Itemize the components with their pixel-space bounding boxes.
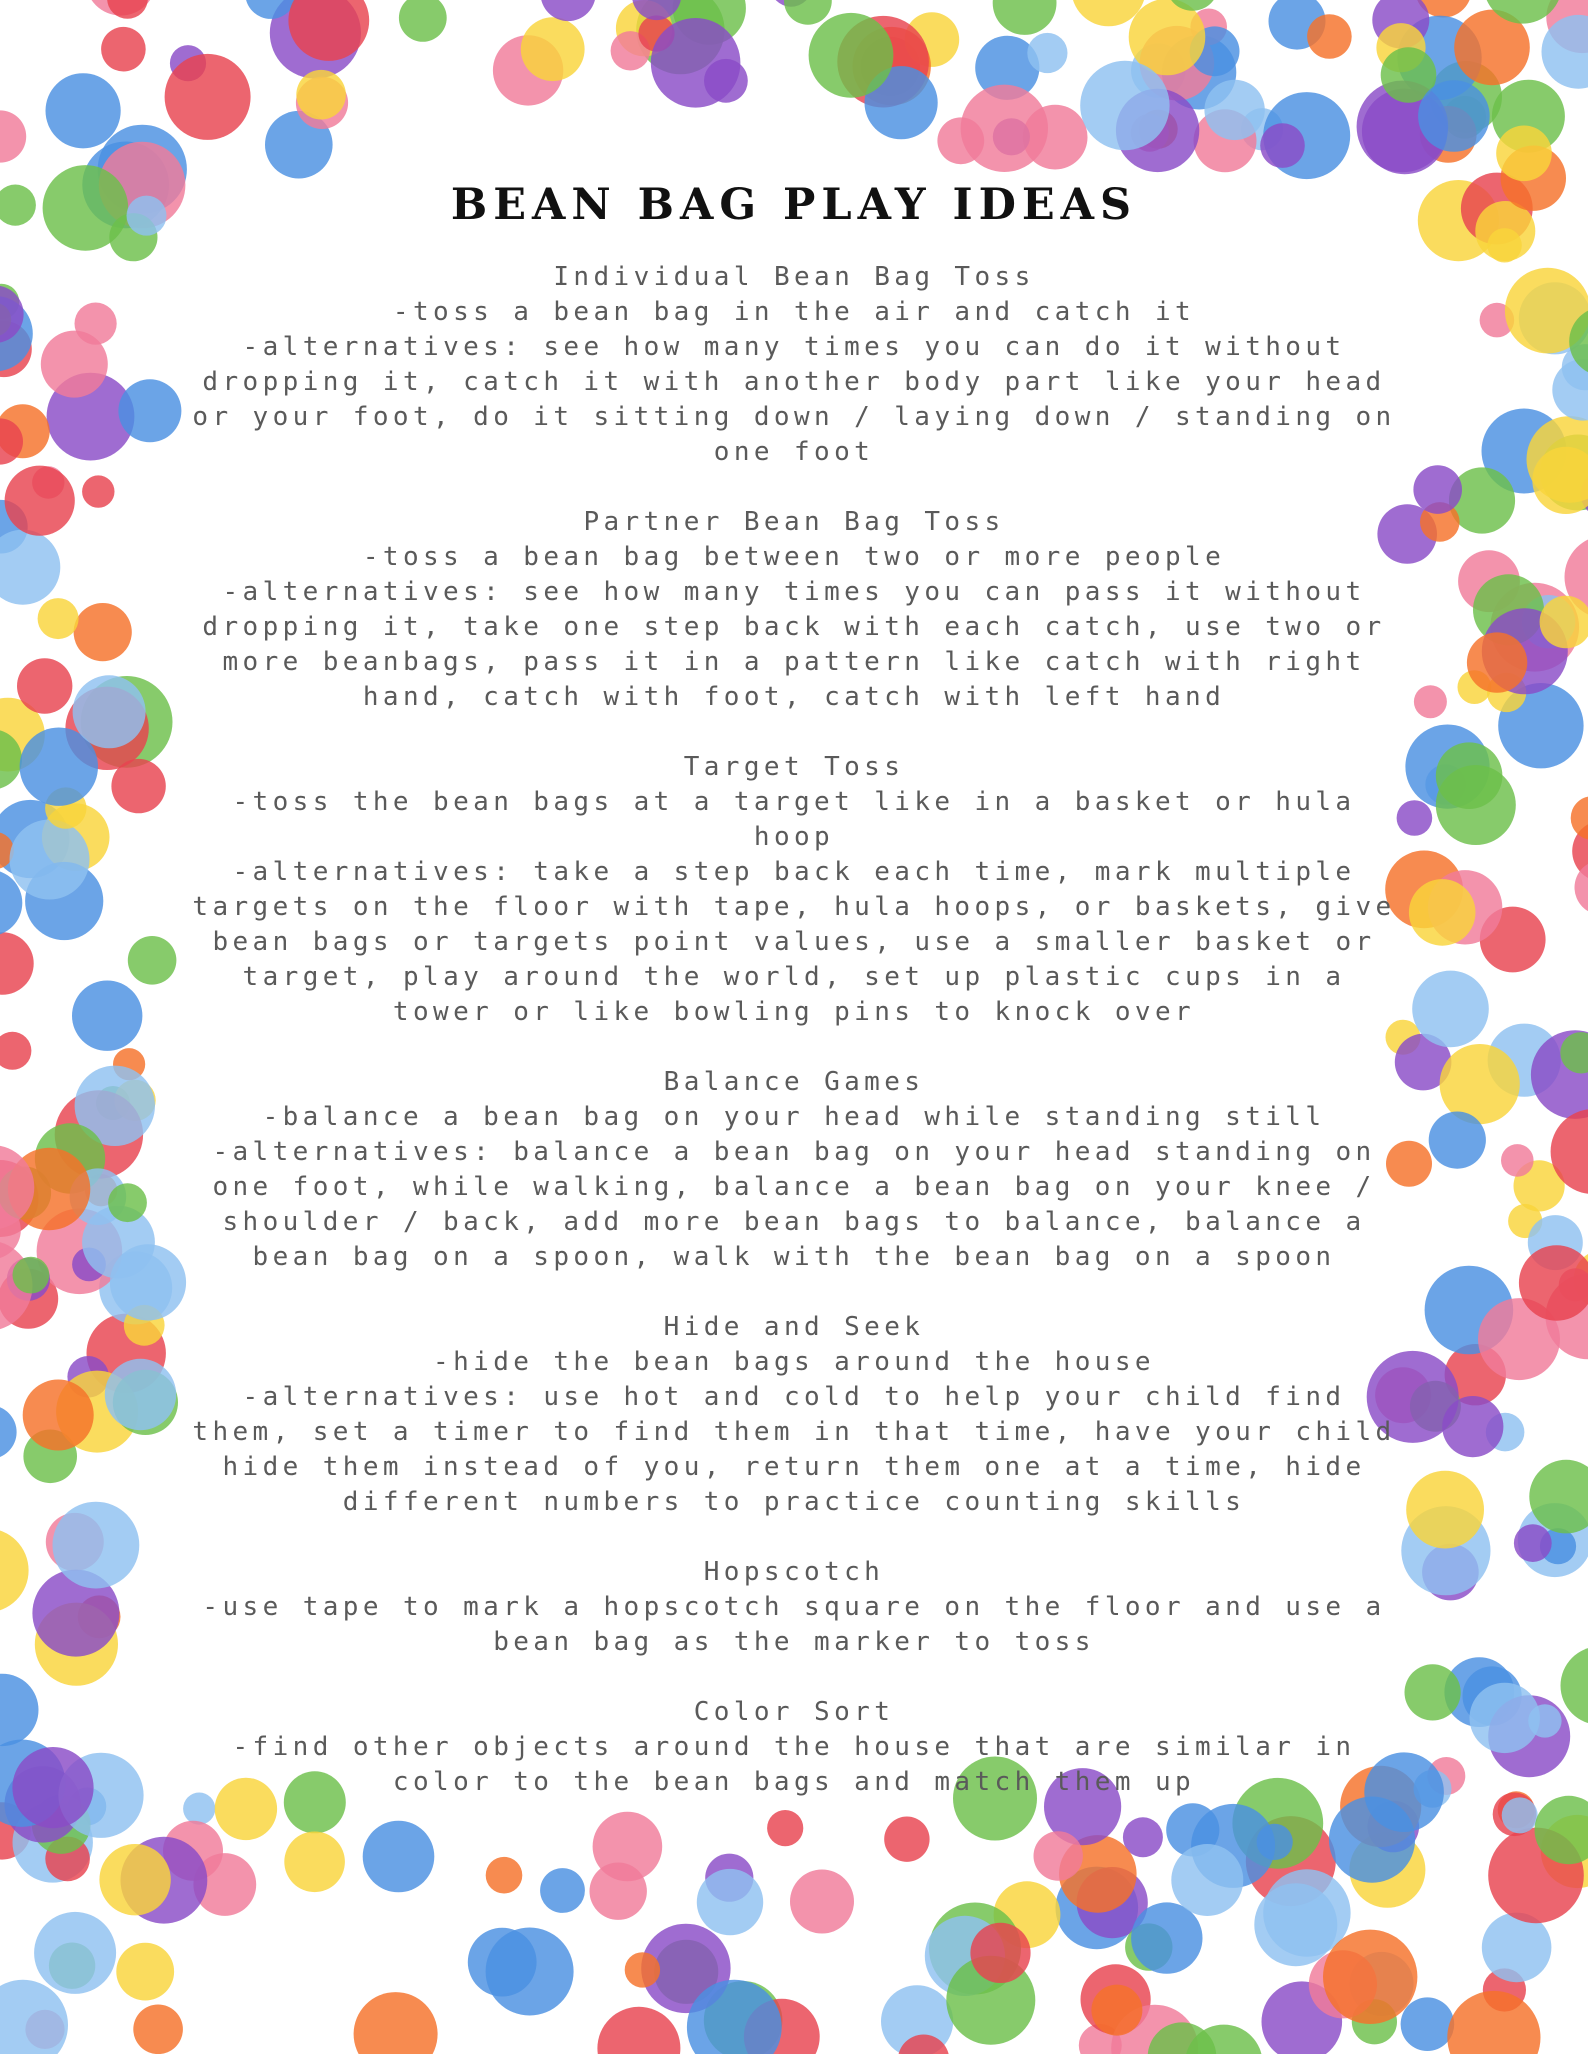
section-heading: Hide and Seek <box>663 1312 925 1342</box>
watercolor-dot <box>697 1869 763 1935</box>
watercolor-dot <box>133 2005 183 2054</box>
watercolor-dot <box>1514 1524 1552 1562</box>
watercolor-dot <box>1034 1831 1083 1880</box>
watercolor-dot <box>1204 80 1264 140</box>
watercolor-dot <box>10 820 90 900</box>
watercolor-dot <box>1571 796 1588 840</box>
page-title: BEAN BAG PLAY IDEAS <box>450 180 1138 230</box>
watercolor-dot <box>1501 1144 1534 1177</box>
watercolor-dot <box>128 936 177 985</box>
watercolor-dot <box>1260 123 1305 168</box>
watercolor-dot <box>284 1832 345 1893</box>
section-balance-games <box>190 1065 1398 1275</box>
watercolor-dot <box>399 0 447 42</box>
section-alternatives: -alternatives: see how many times you can pass it without dropping it, take one step back with each catch, use two or more beanbags, pass it in a pattern like catch with right hand, catch with foot, catch with left hand <box>202 577 1386 712</box>
watercolor-dot <box>993 0 1057 35</box>
watercolor-dot <box>1323 1930 1417 2024</box>
watercolor-dot <box>0 110 26 162</box>
watercolor-dot <box>651 18 741 108</box>
watercolor-dot <box>1080 61 1169 150</box>
watercolor-dot <box>1131 1902 1202 1973</box>
watercolor-dot <box>1447 1991 1540 2054</box>
section-heading: Balance Games <box>663 1067 925 1097</box>
watercolor-dot <box>118 379 181 442</box>
watercolor-dot <box>1091 1985 1142 2036</box>
watercolor-dot <box>165 54 251 140</box>
watercolor-dot <box>1412 971 1489 1048</box>
section-description: -balance a bean bag on your head while standing still <box>262 1102 1326 1132</box>
section-target-toss <box>190 750 1398 1030</box>
watercolor-dot <box>0 1405 17 1459</box>
section-heading: Individual Bean Bag Toss <box>553 262 1035 292</box>
section-description: -toss a bean bag in the air and catch it <box>392 297 1196 327</box>
section-color-sort <box>190 1695 1398 1800</box>
section-alternatives: -alternatives: take a step back each time, mark multiple targets on the floor with tape, hula hoops, or baskets, give bean bags or targets point values, use a smaller basket or target, play around the world, set up plastic cups in a tower or like bowling pins to knock over <box>192 857 1396 1027</box>
watercolor-dot <box>1307 14 1352 59</box>
watercolor-dot <box>597 2007 680 2054</box>
section-hide-and-seek <box>190 1310 1398 1520</box>
watercolor-dot <box>101 27 146 72</box>
watercolor-dot <box>1436 742 1503 809</box>
section-alternatives: -alternatives: see how many times you can do it without dropping it, catch it with another body part like your head or your foot, do it sitting down / laying down / standing on one foot <box>192 332 1396 467</box>
section-hopscotch <box>190 1555 1398 1660</box>
watercolor-dot <box>110 1244 186 1320</box>
watercolor-dot <box>34 1912 116 1994</box>
watercolor-dot <box>5 466 75 536</box>
watercolor-dot <box>53 1502 140 1589</box>
watercolor-dot <box>1467 632 1527 692</box>
watercolor-dot <box>521 17 585 81</box>
watercolor-dot <box>809 13 894 98</box>
watercolor-dot <box>17 658 72 713</box>
watercolor-dot <box>1561 1646 1588 1724</box>
watercolor-dot <box>107 0 148 19</box>
watercolor-dot <box>1528 1704 1561 1737</box>
watercolor-dot <box>1406 1471 1484 1549</box>
watercolor-dot <box>1487 228 1521 262</box>
watercolor-dot <box>99 1844 170 1915</box>
watercolor-dot <box>13 1257 50 1294</box>
watercolor-dot <box>486 1857 523 1894</box>
watercolor-dot <box>540 1868 585 1913</box>
watercolor-dot <box>108 1183 147 1222</box>
watercolor-dot <box>1027 33 1067 73</box>
watercolor-dot <box>937 117 984 164</box>
watercolor-dot <box>784 0 832 25</box>
section-heading: Hopscotch <box>703 1557 885 1587</box>
watercolor-dot <box>12 1747 93 1828</box>
section-description: -toss the bean bags at a target like in a basket or hula hoop <box>232 787 1356 852</box>
watercolor-dot <box>790 1870 854 1934</box>
section-heading: Color Sort <box>693 1697 895 1727</box>
section-description: -toss a bean bag between two or more people <box>362 542 1226 572</box>
watercolor-dot <box>1171 1844 1243 1916</box>
watercolor-dot <box>1429 1112 1486 1169</box>
watercolor-dot <box>74 603 132 661</box>
watercolor-dot <box>41 331 108 398</box>
watercolor-dot <box>82 475 114 507</box>
watercolor-dot <box>1413 465 1462 514</box>
watercolor-dot <box>116 1943 174 2001</box>
section-heading: Partner Bean Bag Toss <box>583 507 1005 537</box>
watercolor-dot <box>0 530 60 605</box>
watercolor-dot <box>1254 1883 1337 1966</box>
watercolor-dot <box>354 1992 438 2054</box>
watercolor-dot <box>1496 126 1552 182</box>
watercolor-dot <box>0 1032 31 1070</box>
watercolor-dot <box>1405 1664 1461 1720</box>
watercolor-dot <box>127 196 167 236</box>
watercolor-dot <box>1418 80 1490 152</box>
section-description: -find other objects around the house that are similar in color to the bean bags and match them up <box>232 1732 1356 1797</box>
section-alternatives: -alternatives: use hot and cold to help your child find them, set a timer to find them in that time, have your child hide them instead of you, return them one at a time, hide different numbers to practice counting skills <box>192 1382 1396 1517</box>
document-body <box>190 180 1398 1835</box>
watercolor-dot <box>23 1380 94 1451</box>
watercolor-dot <box>486 1928 574 2016</box>
watercolor-dot <box>1397 800 1433 836</box>
watercolor-dot <box>38 598 79 639</box>
watercolor-dot <box>72 981 142 1051</box>
section-partner-toss <box>190 505 1398 715</box>
watercolor-dot <box>0 932 34 994</box>
watercolor-dot <box>73 675 146 748</box>
section-description: -hide the bean bags around the house <box>433 1347 1155 1377</box>
watercolor-dot <box>1442 1396 1503 1457</box>
watercolor-dot <box>0 1980 68 2054</box>
watercolor-dot <box>1414 685 1447 718</box>
watercolor-dot <box>0 1674 39 1746</box>
watercolor-dot <box>970 1923 1030 1983</box>
watercolor-dot <box>1401 1997 1455 2051</box>
watercolor-dot <box>590 1863 647 1920</box>
watercolor-dot <box>1409 879 1476 946</box>
watercolor-dot <box>0 185 36 226</box>
section-alternatives: -alternatives: balance a bean bag on your head standing on one foot, while walking, balance a bean bag on your knee / shoulder / back, add more bean bags to balance, balance a bean bag on a spoon, walk with the bean bag on a spoon <box>212 1137 1376 1272</box>
section-individual-toss <box>190 260 1398 470</box>
watercolor-dot <box>625 1952 660 1987</box>
watercolor-dot <box>105 1359 176 1430</box>
watercolor-dot <box>1502 1797 1538 1833</box>
watercolor-dot <box>1482 1913 1552 1983</box>
section-heading: Target Toss <box>683 752 905 782</box>
watercolor-dot <box>296 70 346 120</box>
watercolor-dot <box>46 73 121 148</box>
watercolor-dot <box>0 1528 29 1612</box>
section-description: -use tape to mark a hopscotch square on the floor and use a bean bag as the marker to toss <box>202 1592 1386 1657</box>
